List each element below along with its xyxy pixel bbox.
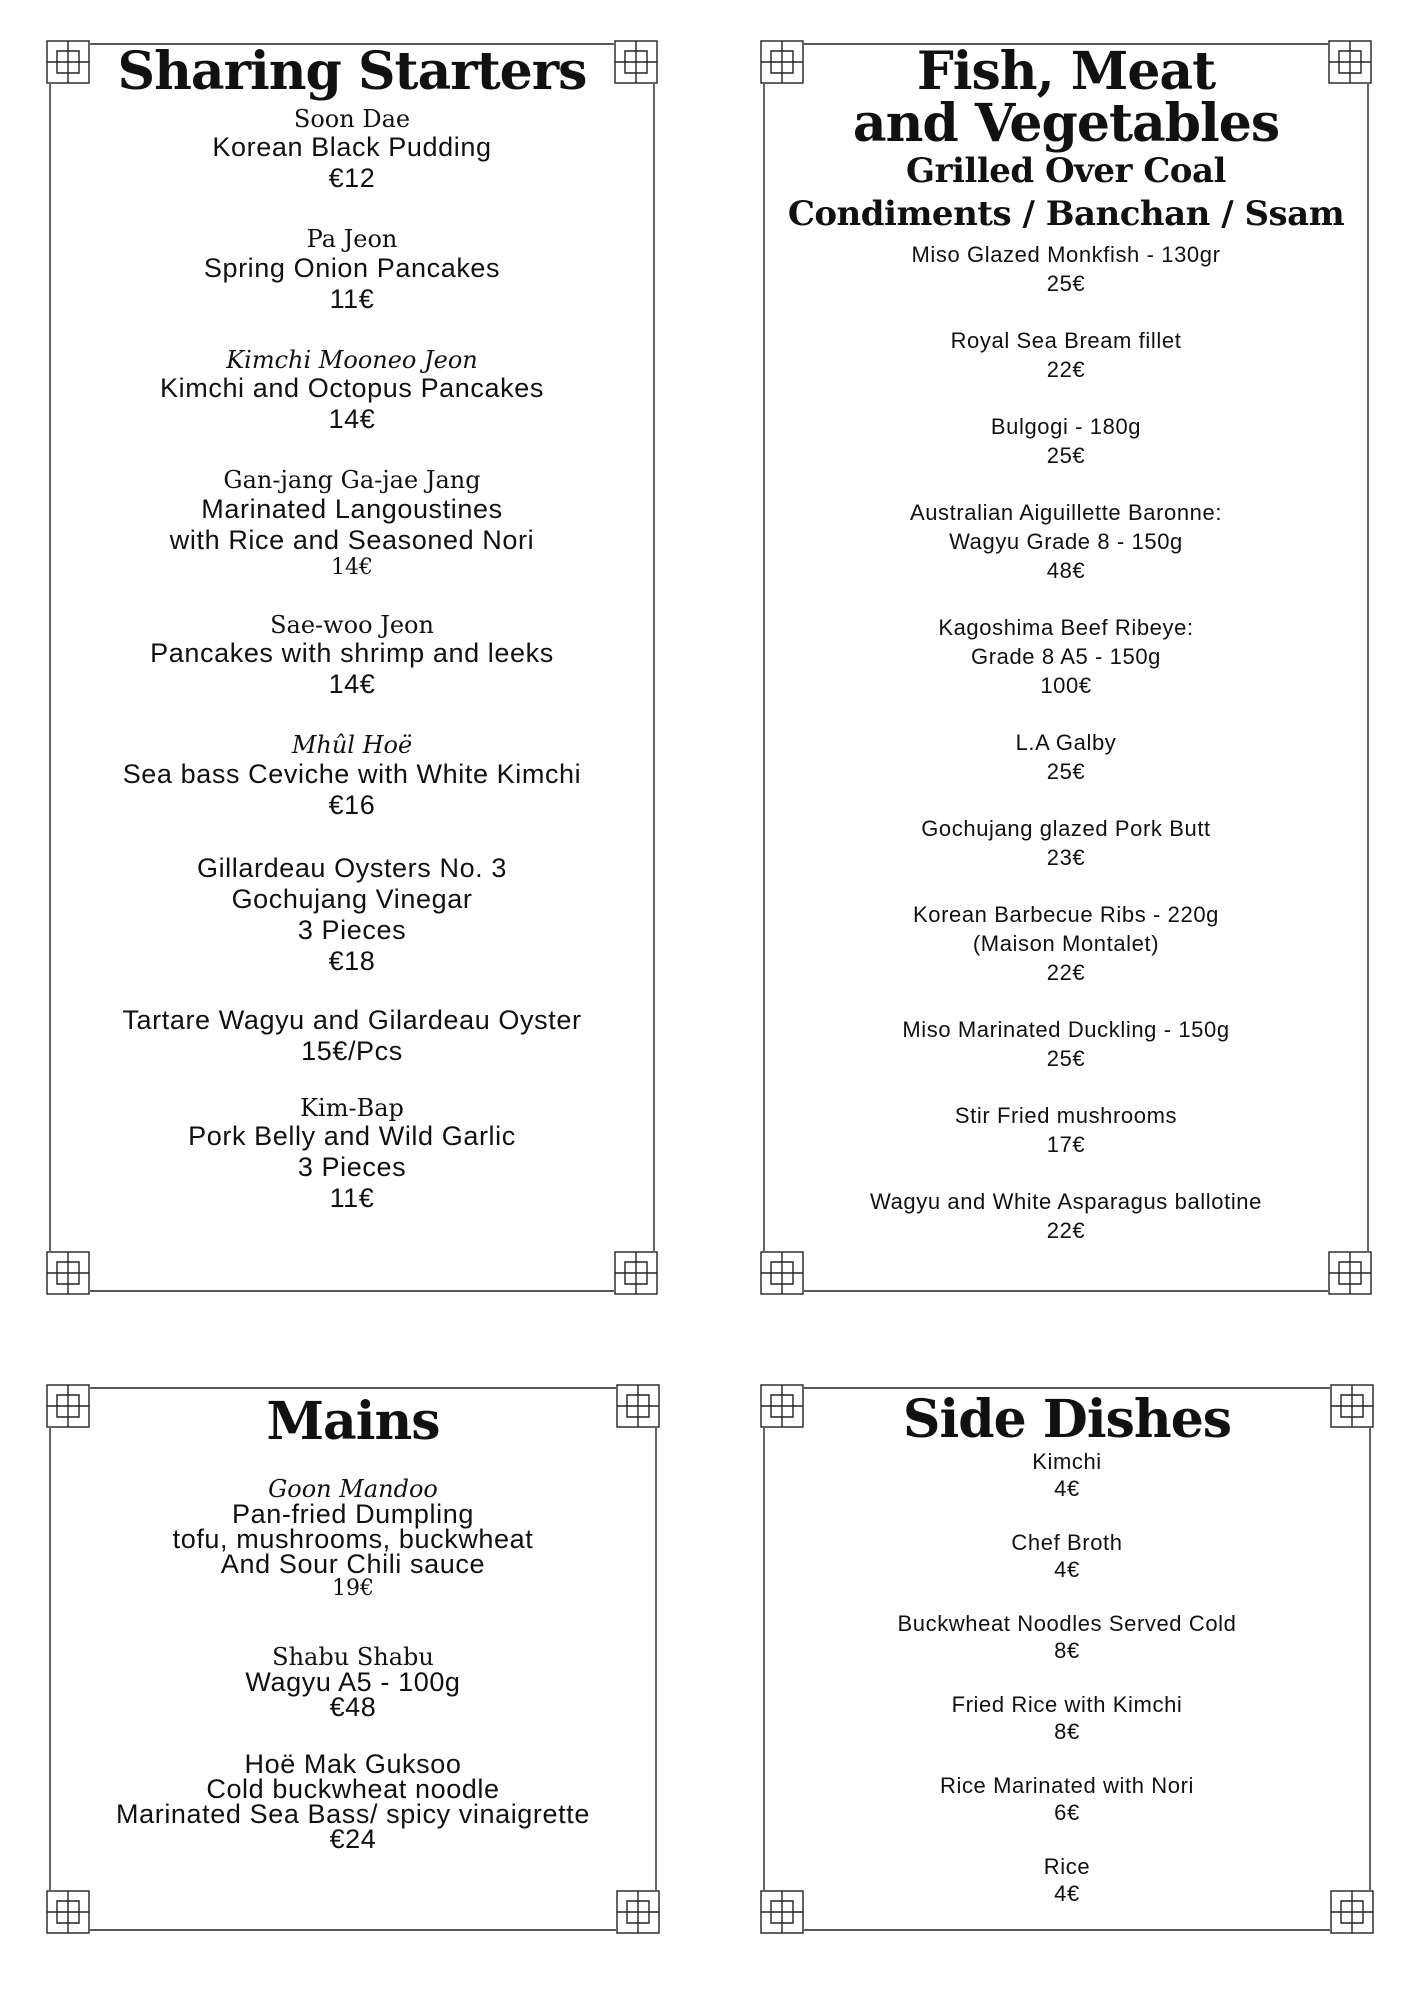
menu-item [46,1748,660,1854]
item-name: Chef Broth [1011,1530,1123,1555]
item-name: Miso Marinated Duckling - 150g [902,1017,1230,1043]
menu-item [46,1095,658,1214]
item-name: Tartare Wagyu and Gilardeau Oyster [122,1004,582,1035]
item-name: Kimchi and Octopus Pancakes [160,373,544,404]
item-name: Australian Aiguillette Baronne: [909,500,1223,526]
item-name-line3: And Sour Chili sauce [220,1549,486,1580]
item-name: Spring Onion Pancakes [203,252,501,283]
menu-item [46,467,658,580]
menu-item [760,1853,1374,1907]
item-native-name: Gan-jang Ga-jae Jang [223,466,481,495]
item-price: 8€ [1054,1719,1080,1744]
menu-item [760,1529,1374,1583]
item-name-line2: (Maison Montalet) [972,931,1160,957]
item-name: Rice [1043,1854,1091,1879]
item-name: Gillardeau Oysters No. 3 [196,852,507,883]
item-name: Gochujang glazed Pork Butt [921,816,1211,842]
item-name: Royal Sea Bream fillet [950,328,1182,354]
sides-title: Side Dishes [902,1389,1232,1450]
item-name-line3: 3 Pieces [297,914,407,945]
item-name: Pork Belly and Wild Garlic [188,1120,516,1151]
item-native-name: Soon Dae [293,105,411,133]
item-name: L.A Galby [1015,730,1117,756]
item-price: 14€ [328,404,376,435]
grill-subtitle: Grilled Over Coal [906,151,1226,191]
menu-item [760,1448,1374,1502]
item-name: Wagyu and White Asparagus ballotine [870,1189,1262,1215]
item-price: 11€ [329,1182,375,1213]
item-name-line2: with Rice and Seasoned Nori [169,524,535,555]
menu-item [760,498,1372,585]
menu-item [760,1691,1374,1745]
item-native-name: Sae-woo Jeon [270,610,434,639]
item-name-line2: Wagyu Grade 8 - 150g [949,529,1183,555]
menu-item [760,613,1372,700]
item-name: Buckwheat Noodles Served Cold [897,1611,1237,1636]
menu-item [46,106,658,194]
item-name-line3: Marinated Sea Bass/ spicy vinaigrette [116,1798,590,1829]
item-price: 22€ [1046,1218,1086,1244]
item-name-line2: Gochujang Vinegar [231,883,473,914]
item-name: Pan-fried Dumpling [232,1499,474,1530]
item-price: 25€ [1046,443,1086,469]
menu-item [46,612,658,700]
item-name: Korean Barbecue Ribs - 220g [912,902,1220,928]
item-name: Rice Marinated with Nori [939,1773,1195,1798]
menu-item [760,1101,1372,1159]
menu-item [760,1015,1372,1073]
item-name: Sea bass Ceviche with White Kimchi [122,758,582,789]
item-price: 19€ [332,1576,374,1602]
item-price: 25€ [1046,1046,1086,1072]
item-name-line2: Cold buckwheat noodle [206,1773,500,1804]
menu-item [46,226,658,314]
grill-panel [760,40,1372,1295]
item-name: Miso Glazed Monkfish - 130gr [911,242,1221,268]
item-price: €16 [328,789,376,820]
item-price: 23€ [1046,845,1086,871]
item-price: 25€ [1046,271,1086,297]
item-name: Korean Black Pudding [212,132,492,163]
item-price: 4€ [1054,1557,1080,1582]
menu-item [760,412,1372,470]
sides-panel [760,1384,1374,1934]
item-price: €12 [328,163,376,194]
item-price: 25€ [1046,759,1086,785]
menu-item [760,326,1372,384]
grill-subtitle-condiments: Condiments / Banchan / Ssam [787,194,1345,235]
menu-item [46,1005,658,1067]
item-price: 4€ [1054,1881,1080,1906]
item-name: Stir Fried mushrooms [954,1103,1178,1129]
item-price: 11€ [329,283,375,314]
item-native-name: Goon Mandoo [268,1475,438,1503]
grill-title-line2: and Vegetables [852,93,1280,154]
menu-item [760,1610,1374,1664]
item-price: 15€/Pcs [301,1035,403,1066]
menu-item [46,1644,660,1720]
item-native-name: Kimchi Mooneo Jeon [226,345,478,374]
item-price: €24 [329,1823,377,1854]
item-price: 100€ [1040,673,1092,699]
item-price: 17€ [1046,1132,1086,1158]
item-price: 22€ [1046,960,1086,986]
menu-item [46,347,658,435]
item-name: Bulgogi - 180g [990,414,1142,440]
menu-item [760,1187,1372,1245]
menu-item [760,900,1372,987]
item-price: 4€ [1054,1476,1080,1501]
mains-title: Mains [266,1391,440,1452]
item-name-line2: 3 Pieces [297,1151,407,1182]
item-name: Marinated Langoustines [201,493,503,524]
item-name: Kimchi [1032,1449,1102,1474]
item-name: Hoë Mak Guksoo [244,1748,462,1779]
item-name: Fried Rice with Kimchi [951,1692,1183,1717]
item-name-line2: tofu, mushrooms, buckwheat [172,1524,534,1555]
menu-item [46,732,658,820]
menu-item [760,728,1372,786]
menu-item [46,1476,660,1602]
menu-item [760,814,1372,872]
item-name: Kagoshima Beef Ribeye: [938,615,1194,641]
item-native-name: Mhûl Hoë [291,731,413,760]
item-name: Wagyu A5 - 100g [245,1666,461,1697]
item-name-line2: Grade 8 A5 - 150g [971,644,1161,670]
item-price: 14€ [328,669,376,700]
item-price: €48 [329,1691,377,1722]
menu-item [46,853,658,977]
mains-panel [46,1384,660,1934]
item-native-name: Pa Jeon [306,225,398,254]
item-name: Pancakes with shrimp and leeks [150,638,554,669]
item-native-name: Shabu Shabu [272,1642,434,1671]
item-price: €18 [328,945,376,976]
grill-title-line1: Fish, Meat [916,41,1216,102]
menu-item [760,1772,1374,1826]
item-price: 48€ [1046,558,1086,584]
item-price: 22€ [1046,357,1086,383]
menu-item [760,240,1372,298]
item-native-name: Kim-Bap [300,1093,404,1122]
item-price: 8€ [1054,1638,1080,1663]
starters-panel [46,40,658,1295]
starters-title: Sharing Starters [117,41,587,102]
item-price: 14€ [331,554,373,580]
item-price: 6€ [1054,1800,1080,1825]
